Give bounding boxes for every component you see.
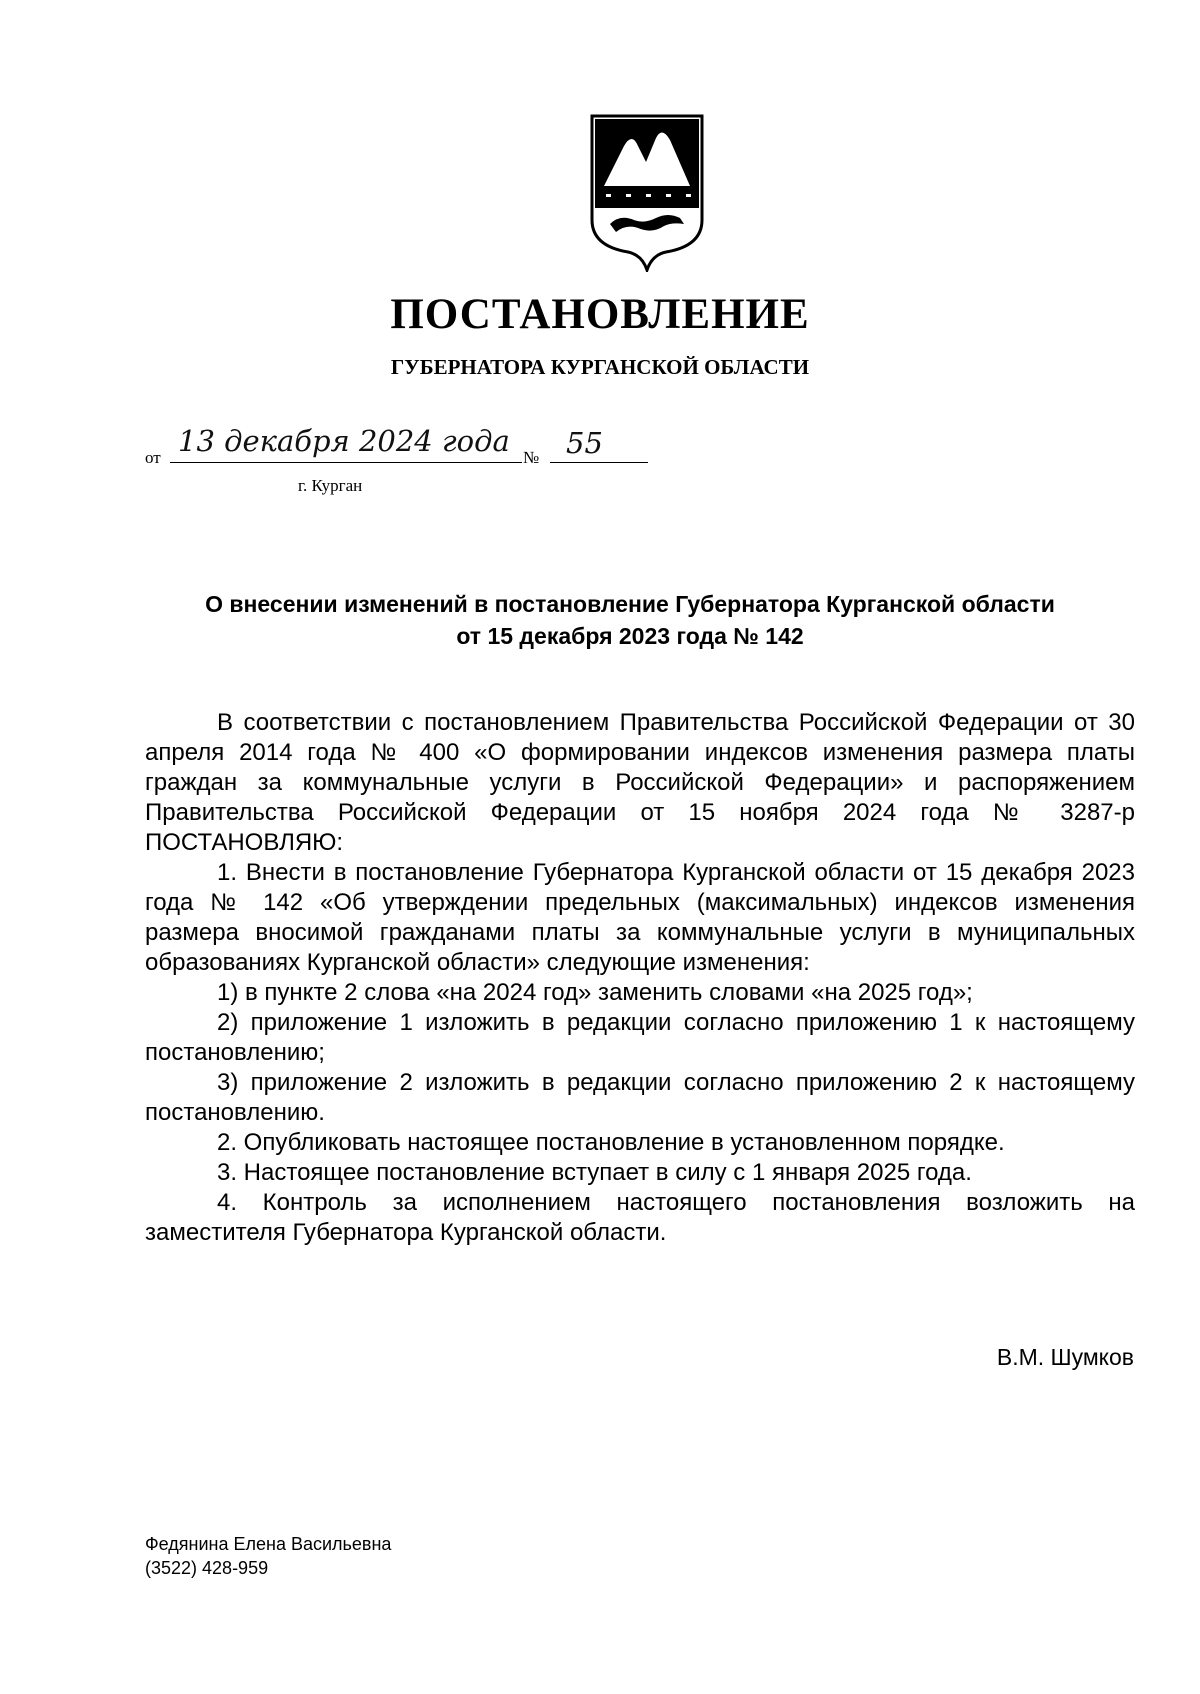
coat-of-arms-icon xyxy=(586,112,708,272)
contact-phone: (3522) 428-959 xyxy=(145,1558,269,1578)
clause-1-subitem-2: 2) приложение 1 изложить в редакции согласно приложению 1 к настоящему постановлению; xyxy=(145,1009,1135,1066)
clause-1-subitem-1: 1) в пункте 2 слова «на 2024 год» заменить словами «на 2025 год»; xyxy=(217,979,973,1006)
contact-name: Федянина Елена Васильевна xyxy=(145,1534,392,1554)
number-prefix: № xyxy=(523,448,540,467)
document-subject xyxy=(130,588,1130,652)
date-prefix: от xyxy=(145,448,161,467)
signatory-name: В.М. Шумков xyxy=(996,1344,1134,1370)
document-subject-line-1: О внесении изменений в постановление Губернатора Курганской области xyxy=(205,591,1055,617)
document-body xyxy=(145,708,1135,1248)
handwritten-date: 13 декабря 2024 года xyxy=(178,424,510,458)
handwritten-number: 55 xyxy=(566,426,603,460)
document-type-title: ПОСТАНОВЛЕНИЕ xyxy=(390,291,810,338)
clause-3-paragraph: 3. Настоящее постановление вступает в силу с 1 января 2025 года. xyxy=(217,1159,972,1186)
clause-1-subitem-3: 3) приложение 2 изложить в редакции согласно приложению 2 к настоящему постановлению. xyxy=(145,1069,1135,1126)
place-of-issue: г. Курган xyxy=(298,476,363,495)
issuer-subtitle: ГУБЕРНАТОРА КУРГАНСКОЙ ОБЛАСТИ xyxy=(390,355,810,379)
number-underline xyxy=(550,462,648,463)
clause-4-paragraph: 4. Контроль за исполнением настоящего постановления возложить на заместителя Губернатора Курганской области. xyxy=(145,1189,1135,1246)
date-underline xyxy=(170,462,522,463)
clause-2-paragraph: 2. Опубликовать настоящее постановление в установленном порядке. xyxy=(217,1129,1005,1156)
contact-block xyxy=(145,1532,391,1580)
document-subject-line-2: от 15 декабря 2023 года № 142 xyxy=(456,623,804,649)
preamble-paragraph: В соответствии с постановлением Правительства Российской Федерации от 30 апреля 2014 года № 400 «О формировании индексов изменения размера платы граждан за коммунальные услуги в Российской Федерации» и распоряжением Правительства Российской Федерации от 15 ноября 2024 года № 3287-р ПОСТАНОВЛЯЮ: xyxy=(145,709,1135,856)
clause-1-paragraph: 1. Внести в постановление Губернатора Курганской области от 15 декабря 2023 года № 142 «Об утверждении предельных (максимальных) индексов изменения размера вносимой гражданами платы за коммунальные услуги в муниципальных образованиях Курганской области» следующие изменения: xyxy=(145,859,1135,976)
